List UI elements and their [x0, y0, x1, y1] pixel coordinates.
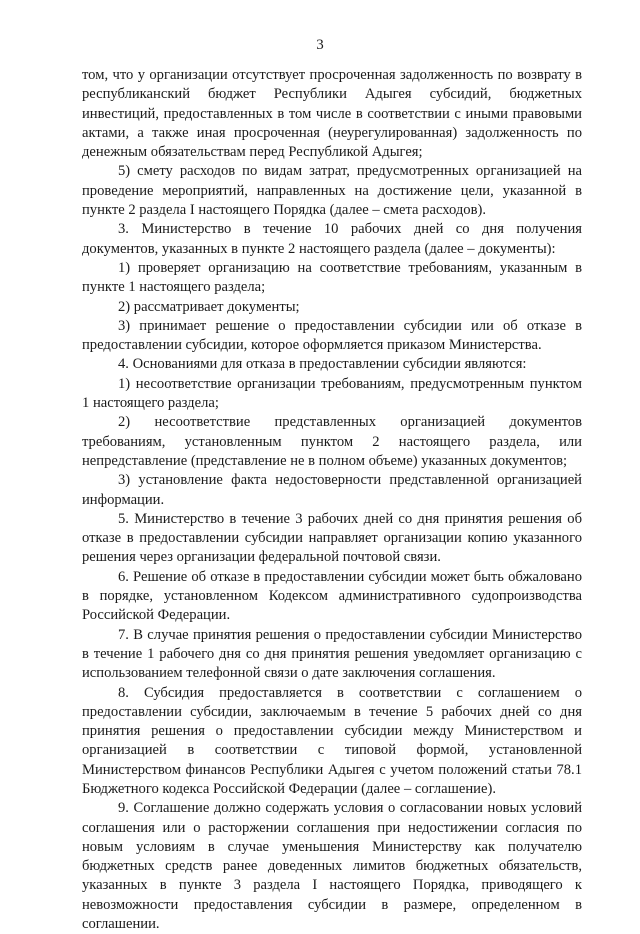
paragraph: 8. Субсидия предоставляется в соответствии с соглашением о предоставлении субсидии, заключаемым в течение 5 рабочих дней со дня принятия решения о предоставлении субсидии между Министерством и организацией в соответствии с типовой формой, установленной Министерством финансов Республики Адыгея с учетом положений статьи 78.1 Бюджетного кодекса Российской Федерации (далее – соглашение).: [82, 684, 582, 797]
paragraph: 6. Решение об отказе в предоставлении субсидии может быть обжаловано в порядке, установленном Кодексом административного судопроизводства Российской Федерации.: [82, 568, 582, 624]
paragraph: 1) несоответствие организации требованиям, предусмотренным пунктом 1 настоящего раздела;: [82, 375, 582, 412]
paragraph: 7. В случае принятия решения о предоставлении субсидии Министерство в течение 1 рабочего дня со дня принятия решения уведомляет организацию с использованием телефонной связи о дате заключения соглашения.: [82, 626, 582, 682]
paragraph: 3. Министерство в течение 10 рабочих дней со дня получения документов, указанных в пункте 2 настоящего раздела (далее – документы):: [82, 221, 582, 257]
paragraph: 9. Соглашение должно содержать условия о согласовании новых условий соглашения или о расторжении соглашения при недостижении согласия по новым условиям в случае уменьшения Министерству как получателю бюджетных средств ранее доведенных лимитов бюджетных обязательств, указанных в пункте 3 раздела I настоящего Порядка, приводящего к невозможности предоставления субсидии в размере, определенном в соглашении.: [82, 800, 582, 933]
paragraph: 2) рассматривает документы;: [118, 298, 300, 315]
paragraph: 5. Министерство в течение 3 рабочих дней со дня принятия решения об отказе в предоставлении субсидии направляет организации копию указанного решения через организации федеральной почтовой связи.: [82, 510, 582, 566]
paragraph: 1) проверяет организацию на соответствие требованиям, указанным в пункте 1 настоящего раздела;: [82, 259, 582, 296]
paragraph: 4. Основаниями для отказа в предоставлении субсидии являются:: [118, 356, 527, 373]
paragraph: 2) несоответствие представленных организацией документов требованиям, установленным пунктом 2 настоящего раздела, или непредставление (представление не в полном объеме) указанных документов;: [82, 414, 582, 469]
paragraph: 3) установление факта недостоверности представленной организацией информации.: [82, 472, 582, 508]
paragraph: 3) принимает решение о предоставлении субсидии или об отказе в предоставлении субсидии, которое оформляется приказом Министерства.: [82, 317, 582, 354]
paragraph: 5) смету расходов по видам затрат, предусмотренных организацией на проведение мероприятий, направленных на достижение цели, указанной в пункте 2 раздела I настоящего Порядка (далее – смета расходов).: [82, 163, 582, 219]
paragraph-continuation: том, что у организации отсутствует просроченная задолженность по возврату в республиканский бюджет Республики Адыгея субсидий, бюджетных инвестиций, предоставленных в том числе в соответствии с иными правовыми актами, а также иная просроченная (неурегулированная) задолженность по денежным обязательствам перед Республикой Адыгея;: [82, 67, 582, 161]
body-text: [82, 66, 582, 934]
page-number: 3: [316, 37, 324, 53]
